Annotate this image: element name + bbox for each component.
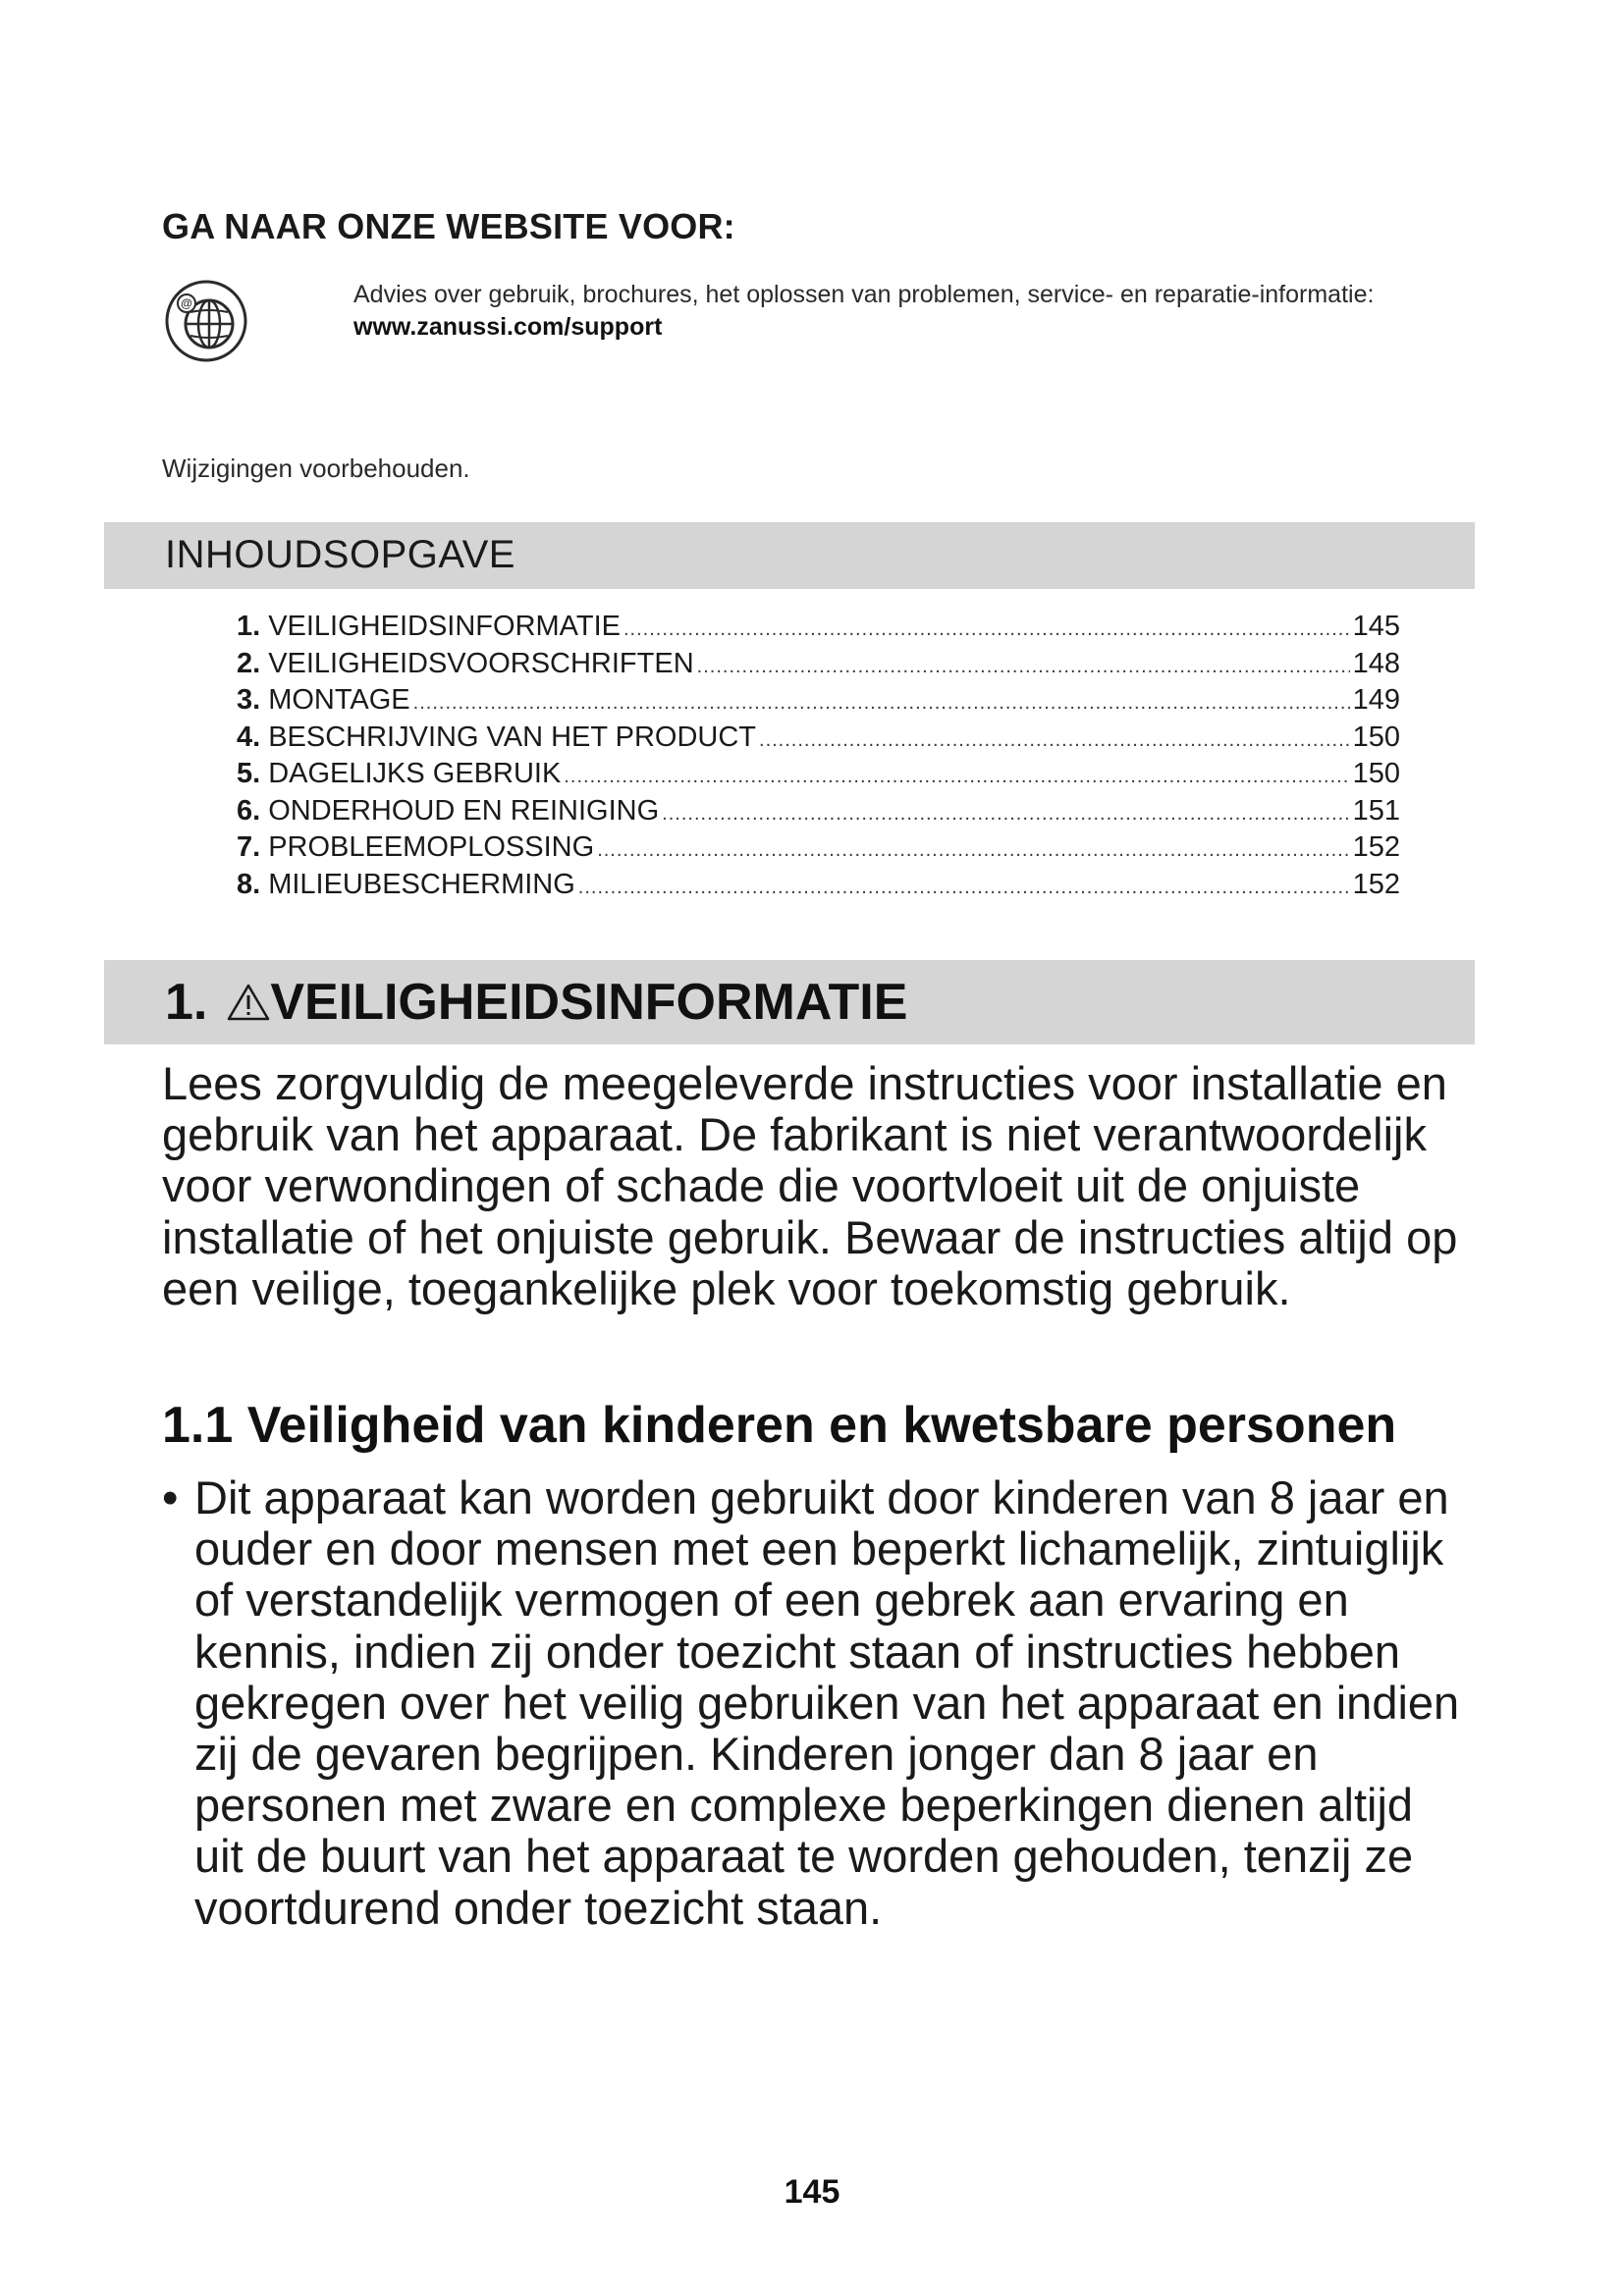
toc-leader-dots bbox=[564, 766, 1349, 788]
toc-item[interactable] bbox=[237, 648, 1400, 685]
toc-item-number: 3. bbox=[237, 684, 261, 716]
toc-leader-dots bbox=[597, 839, 1349, 862]
toc-item-number: 5. bbox=[237, 758, 261, 789]
toc-item-page: 150 bbox=[1352, 758, 1400, 789]
toc-item-number: 2. bbox=[237, 647, 261, 679]
toc-item-page: 150 bbox=[1352, 721, 1400, 753]
toc-item-label: ONDERHOUD EN REINIGING bbox=[268, 794, 660, 827]
toc-item-page: 149 bbox=[1352, 684, 1400, 716]
svg-text:@: @ bbox=[181, 296, 192, 310]
section-title-text: VEILIGHEIDSINFORMATIE bbox=[270, 974, 908, 1031]
toc-item[interactable] bbox=[237, 869, 1400, 906]
toc-leader-dots bbox=[759, 729, 1350, 752]
subsection-title: 1.1 Veiligheid van kinderen en kwetsbare personen bbox=[162, 1397, 1397, 1454]
support-info bbox=[353, 279, 1463, 344]
toc-item-page: 148 bbox=[1352, 647, 1400, 679]
toc-leader-dots bbox=[413, 692, 1350, 715]
toc-item-number: 8. bbox=[237, 868, 261, 900]
list-item bbox=[162, 1472, 1468, 1934]
toc-item-number: 1. bbox=[237, 611, 261, 642]
page-number: 145 bbox=[784, 2173, 840, 2211]
toc-item[interactable] bbox=[237, 611, 1400, 648]
toc-item-page: 145 bbox=[1352, 611, 1400, 642]
toc-title: INHOUDSOPGAVE bbox=[165, 533, 515, 576]
toc-item[interactable] bbox=[237, 684, 1400, 721]
support-description: Advies over gebruik, brochures, het oplossen van problemen, service- en reparatie-informatie: bbox=[353, 281, 1375, 308]
toc-item-page: 152 bbox=[1352, 831, 1400, 863]
warning-triangle-icon bbox=[227, 983, 270, 1022]
section-number: 1. bbox=[165, 974, 208, 1031]
bullet-mark: • bbox=[162, 1471, 179, 1523]
toc-item[interactable] bbox=[237, 795, 1400, 832]
toc-item-number: 4. bbox=[237, 721, 261, 753]
toc-item-number: 6. bbox=[237, 794, 261, 827]
toc-item-page: 151 bbox=[1352, 794, 1400, 827]
bullet-text: Dit apparaat kan worden gebruikt door kinderen van 8 jaar en ouder en door mensen met een beperkt lichamelijk, zintuiglijk of verstandelijk vermogen of een gebrek aan ervaring en kennis, indien zij onder toezicht staan of instructies hebben gekregen over het veilig gebruiken van het apparaat en indien zij de gevaren begrijpen. Kinderen jonger dan 8 jaar en personen met zware en complexe beperkingen dienen altijd uit de buurt van het apparaat te worden gehouden, tenzij ze voortdurend onder toezicht staan. bbox=[194, 1471, 1460, 1934]
toc-item-page: 152 bbox=[1352, 868, 1400, 900]
toc-leader-dots bbox=[662, 803, 1349, 826]
section-intro-paragraph: Lees zorgvuldig de meegeleverde instructies voor installatie en gebruik van het apparaat. De fabrikant is niet verantwoordelijk voor verwondingen of schade die voortvloeit uit de onjuiste installatie of het onjuiste gebruik. Bewaar de instructies altijd op een veilige, toegankelijke plek voor toekomstig gebruik. bbox=[162, 1057, 1458, 1314]
toc-list bbox=[237, 611, 1400, 905]
toc-item[interactable] bbox=[237, 831, 1400, 869]
support-url-link[interactable]: www.zanussi.com/support bbox=[353, 313, 663, 341]
toc-item[interactable] bbox=[237, 721, 1400, 759]
toc-item[interactable] bbox=[237, 758, 1400, 795]
toc-item-label: PROBLEEMOPLOSSING bbox=[268, 831, 595, 863]
toc-item-label: VEILIGHEIDSVOORSCHRIFTEN bbox=[268, 647, 694, 679]
toc-item-number: 7. bbox=[237, 831, 261, 863]
toc-item-label: VEILIGHEIDSINFORMATIE bbox=[268, 611, 621, 642]
toc-item-label: DAGELIJKS GEBRUIK bbox=[268, 758, 562, 789]
globe-at-icon bbox=[162, 277, 250, 365]
toc-item-label: MONTAGE bbox=[268, 684, 410, 716]
toc-leader-dots bbox=[697, 656, 1350, 678]
website-heading: GA NAAR ONZE WEBSITE VOOR: bbox=[162, 206, 735, 246]
toc-leader-dots bbox=[578, 877, 1350, 899]
toc-leader-dots bbox=[623, 618, 1350, 641]
toc-item-label: BESCHRIJVING VAN HET PRODUCT bbox=[268, 721, 757, 753]
toc-item-label: MILIEUBESCHERMING bbox=[268, 868, 575, 900]
section-title bbox=[165, 973, 907, 1032]
changes-note: Wijzigingen voorbehouden. bbox=[162, 454, 470, 483]
